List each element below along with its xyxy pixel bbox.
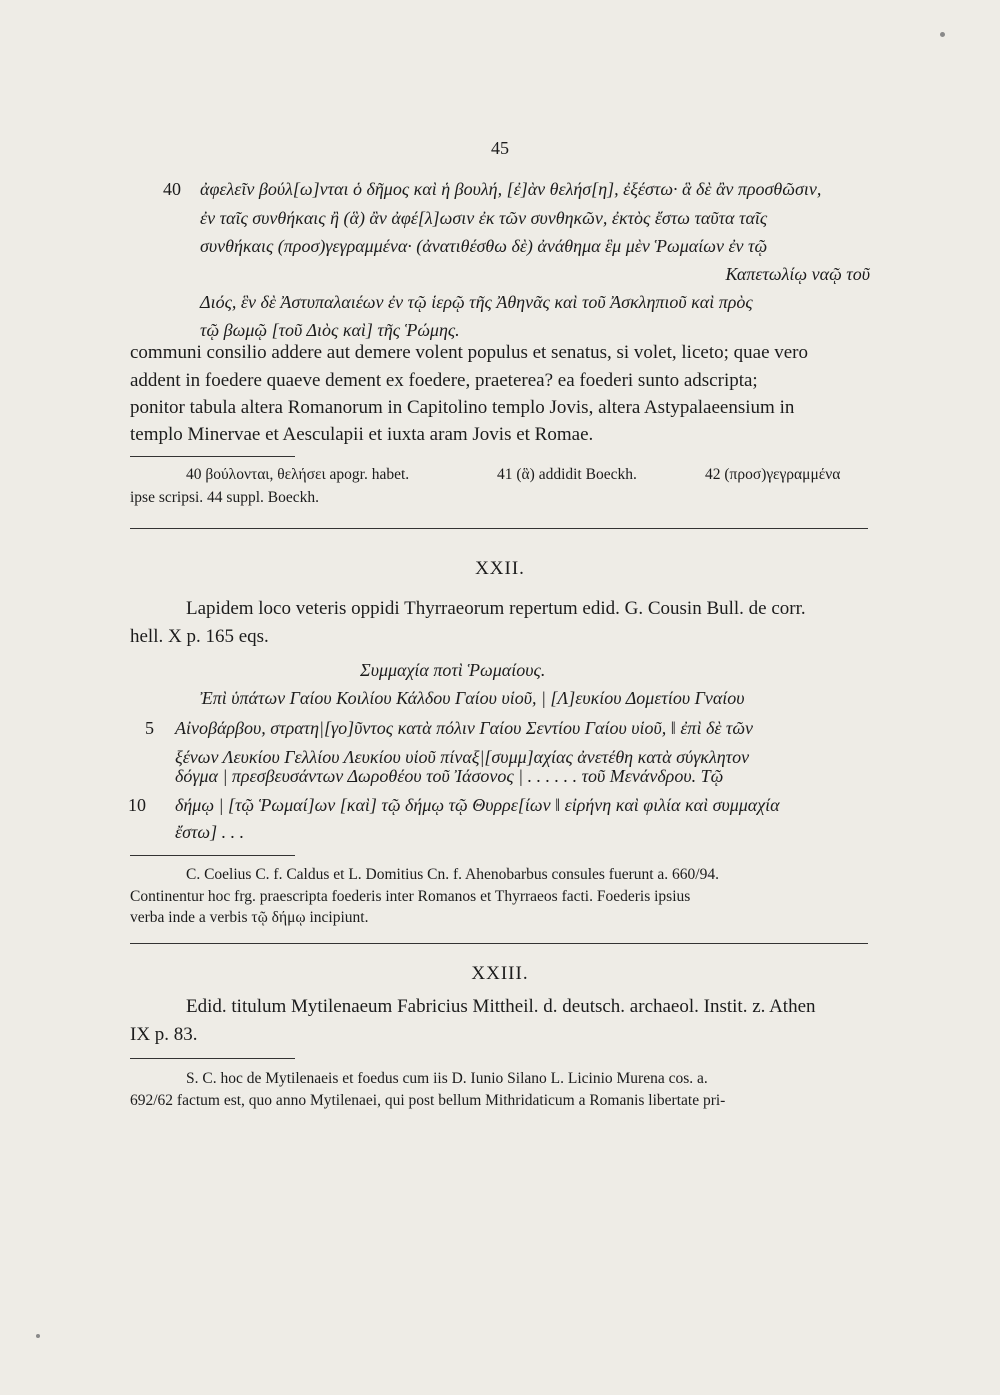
intro-line: Edid. titulum Mytilenaeum Fabricius Mittheil. d. deutsch. archaeol. Instit. z. Athen: [186, 996, 816, 1017]
paper-speck: [36, 1334, 40, 1338]
note-line: verba inde a verbis τῷ δήμῳ incipiunt.: [130, 909, 369, 926]
line-number: 5: [145, 718, 154, 738]
greek-line: Καπετωλίῳ ναῷ τοῦ: [725, 264, 870, 284]
inscription-title: Συμμαχία ποτὶ Ῥωμαίους.: [360, 660, 546, 680]
section-heading: XXIII.: [471, 963, 529, 984]
note-line: 40 βούλονται, θελήσει apogr. habet.: [186, 466, 410, 483]
greek-line: δόγμα | πρεσβευσάντων Δωροθέου τοῦ Ἰάσονος | . . . . . . τοῦ Μενάνδρου. Τῷ: [175, 766, 724, 786]
line-number: 40: [163, 179, 181, 199]
greek-line: Ἐπὶ ὑπάτων Γαίου Κοιλίου Κάλδου Γαίου υἱοῦ, | [Λ]ευκίου Δομετίου Γναίου: [200, 688, 745, 708]
paper-speck: [940, 32, 945, 37]
greek-line: ἀφελεῖν βούλ[ω]νται ὁ δῆμος καὶ ἡ βουλή, [ἐ]ὰν θελήσ[η], ἐξέστω· ἃ δὲ ἂν προσθῶσιν,: [200, 179, 822, 199]
footnote-rule: [130, 1058, 295, 1059]
greek-line: συνθήκαις (προσ)γεγραμμένα· (ἀνατιθέσθω δὲ) ἀνάθημα ἓμ μὲν Ῥωμαίων ἐν τῷ: [200, 236, 768, 256]
intro-line: Lapidem loco veteris oppidi Thyrraeorum repertum edid. G. Cousin Bull. de corr.: [186, 598, 806, 619]
page-number: 45: [491, 138, 509, 158]
note-line: ipse scripsi. 44 suppl. Boeckh.: [130, 489, 319, 506]
greek-line: τῷ βωμῷ [τοῦ Διὸς καὶ] τῆς Ῥώμης.: [200, 320, 460, 340]
footnote-rule: [130, 456, 295, 457]
note-line: S. C. hoc de Mytilenaeis et foedus cum iis D. Iunio Silano L. Licinio Murena cos. a.: [186, 1070, 708, 1087]
greek-line: Αἰνοβάρβου, στρατη|[γο]ῦντος κατὰ πόλιν Γαίου Σεντίου Γαίου υἱοῦ, ‖ ἐπὶ δὲ τῶν: [175, 718, 754, 738]
note-line: 41 (ἃ) addidit Boeckh.: [497, 466, 637, 483]
greek-line: ἐν ταῖς συνθήκαις ἢ (ἃ) ἂν ἀφέ[λ]ωσιν ἐκ τῶν συνθηκῶν, ἐκτὸς ἔστω ταῦτα ταῖς: [200, 208, 768, 228]
greek-line: ξένων Λευκίου Γελλίου Λευκίου υἱοῦ πίναξ|[συμμ]αχίας ἀνετέθη κατὰ σύγκλητον: [175, 747, 750, 767]
latin-line: addent in foedere quaeve dement ex foedere, praeterea? ea foederi sunto adscripta;: [130, 370, 758, 391]
note-line: Continentur hoc frg. praescripta foederis inter Romanos et Thyrraeos facti. Foederis ipsius: [130, 888, 691, 905]
intro-line: IX p. 83.: [130, 1024, 198, 1045]
latin-line: communi consilio addere aut demere volent populus et senatus, si volet, liceto; quae vero: [130, 342, 809, 363]
section-divider: [130, 528, 868, 529]
latin-line: templo Minervae et Aesculapii et iuxta aram Jovis et Romae.: [130, 424, 594, 445]
intro-line: hell. X p. 165 eqs.: [130, 626, 269, 647]
section-divider: [130, 943, 868, 944]
line-number: 10: [128, 795, 146, 815]
greek-line: Διός, ἓν δὲ Ἀστυπαλαιέων ἐν τῷ ἱερῷ τῆς Ἀθηνᾶς καὶ τοῦ Ἀσκληπιοῦ καὶ πρὸς: [200, 292, 753, 312]
note-line: C. Coelius C. f. Caldus et L. Domitius Cn. f. Ahenobarbus consules fuerunt a. 660/94.: [186, 866, 719, 883]
note-line: 42 (προσ)γεγραμμένα: [705, 466, 841, 483]
greek-line: ἔστω] . . .: [175, 822, 245, 842]
section-heading: XXII.: [475, 558, 525, 579]
latin-line: ponitor tabula altera Romanorum in Capitolino templo Jovis, altera Astypalaeensium in: [130, 397, 795, 418]
greek-line: δήμῳ | [τῷ Ῥωμαί]ων [καὶ] τῷ δήμῳ τῷ Θυρρε[ίων ‖ εἰρήνη καὶ φιλία καὶ συμμαχία: [175, 795, 780, 815]
note-line: 692/62 factum est, quo anno Mytilenaei, qui post bellum Mithridaticum a Romanis libertate pri-: [130, 1092, 726, 1109]
footnote-rule: [130, 855, 295, 856]
